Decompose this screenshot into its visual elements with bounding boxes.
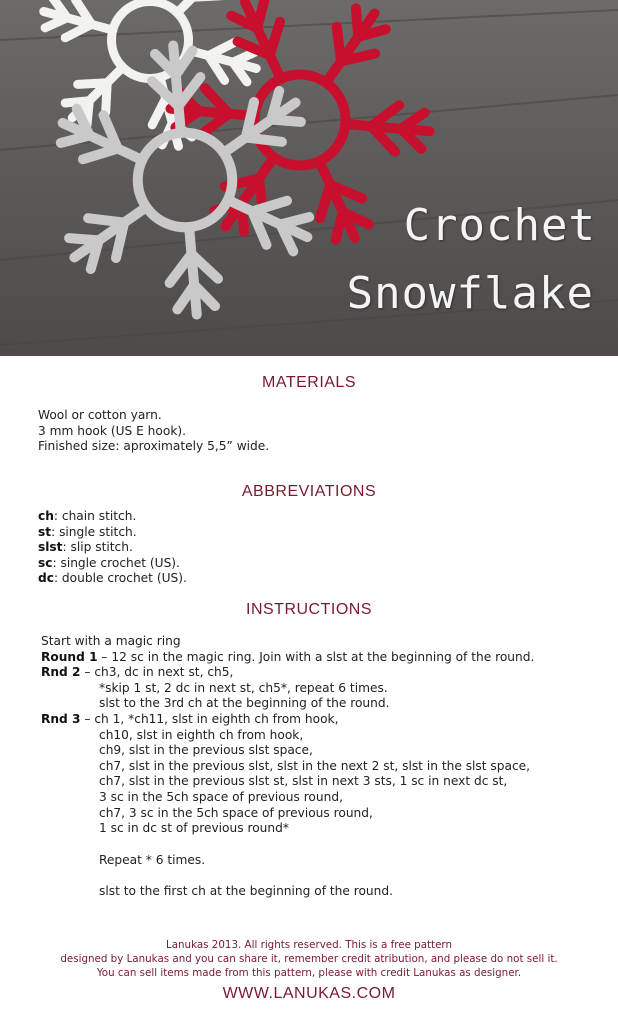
abbreviation-item (38, 556, 187, 572)
abbreviation-definition: : single crochet (US). (52, 555, 180, 570)
round-label: Rnd 3 (41, 711, 81, 726)
round-3-line: ch7, 3 sc in the 5ch space of previous round, (99, 805, 373, 820)
round-text: – ch3, dc in next st, ch5, (80, 665, 234, 680)
round-3-line: ch10, slst in eighth ch from hook, (99, 727, 304, 742)
abbreviation-item (38, 509, 187, 525)
round-2-line: *skip 1 st, 2 dc in next st, ch5*, repeat 6 times. (99, 680, 388, 695)
abbreviation-item (38, 540, 187, 556)
round-3-repeat: Repeat * 6 times. (99, 852, 206, 867)
abbreviation-term: sc (38, 555, 53, 570)
hero-photo (0, 0, 618, 356)
round-text: – ch 1, *ch11, slst in eighth ch from hook, (80, 711, 339, 726)
round-2 (41, 665, 534, 681)
abbreviation-definition: : slip stitch. (62, 540, 133, 555)
materials-list (38, 408, 269, 455)
abbreviation-definition: : double crochet (US). (53, 571, 187, 586)
abbreviation-item (38, 571, 187, 587)
abbreviations-heading: ABBREVIATIONS (241, 483, 377, 500)
hero-title-line1: Crochet (403, 200, 596, 251)
abbreviation-term: st (38, 524, 52, 539)
round-3-line: ch9, slst in the previous slst space, (99, 743, 313, 758)
round-3-line: 1 sc in dc st of previous round* (99, 821, 289, 836)
round-3-line: ch7, slst in the previous slst, slst in the next 2 st, slst in the slst space, (99, 758, 531, 773)
hero-title-line2: Snowflake (346, 268, 594, 319)
round-3-line: 3 sc in the 5ch space of previous round, (99, 789, 343, 804)
materials-heading: MATERIALS (262, 374, 356, 391)
round-label: Rnd 2 (41, 665, 81, 680)
abbreviation-definition: : single stitch. (51, 524, 137, 539)
materials-line: 3 mm hook (US E hook). (38, 423, 186, 438)
instructions-body (41, 634, 534, 900)
materials-line: Wool or cotton yarn. (38, 408, 162, 422)
round-label: Round 1 (41, 649, 98, 664)
abbreviation-term: ch (38, 509, 54, 523)
abbreviation-term: dc (38, 571, 54, 586)
round-1 (41, 650, 534, 666)
instructions-heading: INSTRUCTIONS (246, 601, 372, 618)
footer-selling-note: You can sell items made from this pattern, please with credit Lanukas as designer. (96, 967, 522, 979)
website-link[interactable]: WWW.LANUKAS.COM (222, 985, 396, 1002)
footer-copyright: Lanukas 2013. All rights reserved. This is a free pattern (165, 939, 453, 951)
round-2-line: slst to the 3rd ch at the beginning of the round. (99, 696, 390, 711)
instructions-intro: Start with a magic ring (41, 634, 181, 648)
abbreviation-term: slst (38, 540, 63, 555)
round-3-finish: slst to the first ch at the beginning of the round. (99, 884, 393, 899)
round-text: – 12 sc in the magic ring. Join with a slst at the beginning of the round. (97, 649, 535, 664)
abbreviation-definition: : chain stitch. (53, 509, 137, 523)
round-3 (41, 712, 534, 728)
materials-line: Finished size: aproximately 5,5” wide. (38, 439, 270, 454)
round-3-line: ch7, slst in the previous slst st, slst in next 3 sts, 1 sc in next dc st, (99, 774, 508, 789)
footer-sharing-note: designed by Lanukas and you can share it, remember credit atribution, and please do not sell it. (60, 953, 558, 965)
abbreviations-list (38, 509, 187, 587)
abbreviation-item (38, 525, 187, 541)
